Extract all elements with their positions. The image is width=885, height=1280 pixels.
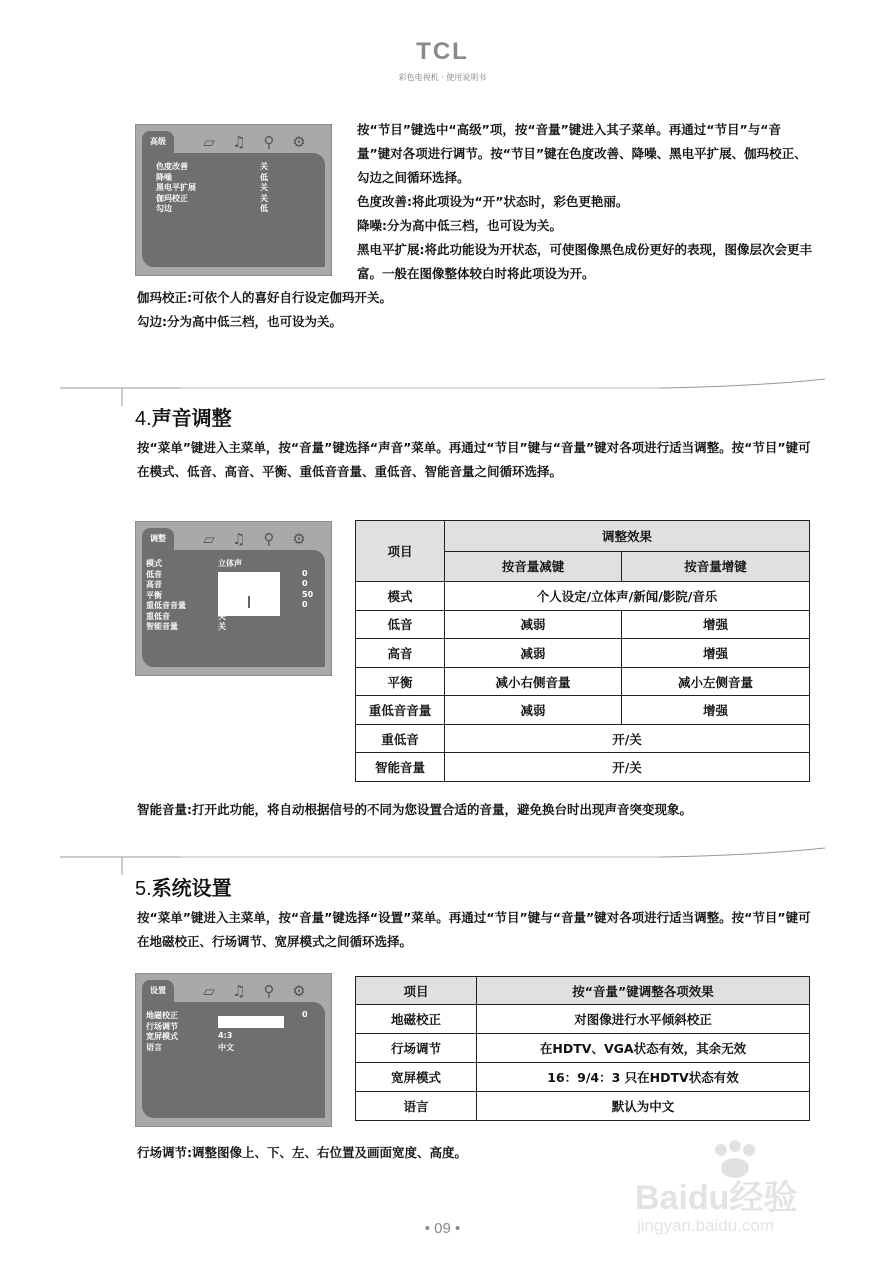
osd-tab-active: 高级 bbox=[142, 131, 174, 157]
osd-row-label: 地磁校正 bbox=[146, 1011, 178, 1020]
osd-row-label: 勾边 bbox=[156, 204, 172, 213]
osd-slider-mark bbox=[248, 596, 250, 608]
osd-row-label: 色度改善 bbox=[156, 162, 188, 171]
cell-decrease: 减弱 bbox=[445, 696, 622, 725]
cell-item: 低音 bbox=[356, 610, 445, 639]
music-note-icon: ♫ bbox=[232, 530, 246, 548]
header-subtitle: 彩色电视机 · 使用说明书 bbox=[398, 73, 487, 82]
item-label: 黑电平扩展: bbox=[357, 242, 425, 257]
cell-item: 宽屏模式 bbox=[356, 1063, 477, 1092]
section-number: 4. bbox=[135, 408, 152, 430]
osd-tab-bar bbox=[142, 528, 332, 550]
brand-logo: TCL bbox=[416, 38, 469, 65]
cell-effect: 开/关 bbox=[445, 753, 810, 782]
item-text: 分为高中低三档，也可设为关。 bbox=[167, 314, 343, 329]
note-label: 行场调节: bbox=[137, 1145, 192, 1160]
sound-effect-table bbox=[355, 520, 810, 782]
table-row bbox=[356, 582, 810, 611]
osd-row-label: 智能音量 bbox=[146, 622, 178, 631]
osd-row-label: 行场调节 bbox=[146, 1021, 178, 1031]
osd-row-value: 低 bbox=[260, 172, 268, 182]
osd-row-value: 关 bbox=[218, 622, 226, 631]
system-intro-text: 按“菜单”键进入主菜单，按“音量”键选择“设置”菜单。再通过“节目”键与“音量”键对各项进行适当调整。按“节目”键可在地磁校正、行场调节、宽屏模式之间循环选择。 bbox=[137, 910, 811, 949]
osd-tab-bar bbox=[142, 131, 332, 153]
cell-effect: 对图像进行水平倾斜校正 bbox=[477, 1005, 810, 1034]
cell-decrease: 减小右侧音量 bbox=[445, 667, 622, 696]
magnifier-icon: ⚲ bbox=[263, 982, 275, 1000]
osd-row-value: 立体声 bbox=[218, 559, 242, 568]
system-osd-menu bbox=[135, 973, 332, 1127]
osd-row-value: 4:3 bbox=[218, 1031, 233, 1040]
sound-note bbox=[137, 798, 812, 822]
sound-intro-text: 按“菜单”键进入主菜单，按“音量”键选择“声音”菜单。再通过“节目”键与“音量”键对各项进行适当调整。按“节目”键可在模式、低音、高音、平衡、重低音音量、重低音、智能音量之间循环选择。 bbox=[137, 440, 811, 479]
cell-item: 语言 bbox=[356, 1092, 477, 1121]
item-text: 分为高中低三档，也可设为关。 bbox=[387, 218, 563, 233]
item-text: 将此项设为“开”状态时，彩色更艳丽。 bbox=[412, 194, 629, 209]
table-row bbox=[356, 1034, 810, 1063]
osd-row-label: 低音 bbox=[146, 569, 162, 579]
cell-effect: 开/关 bbox=[445, 724, 810, 753]
osd-tab-bar bbox=[142, 980, 332, 1002]
picture-icon: ▱ bbox=[203, 133, 215, 151]
advanced-intro bbox=[357, 118, 812, 190]
osd-row-value: 0 bbox=[302, 579, 308, 588]
cell-item: 地磁校正 bbox=[356, 1005, 477, 1034]
table-row bbox=[356, 1063, 810, 1092]
osd-panel bbox=[142, 153, 325, 267]
cell-item: 重低音 bbox=[356, 724, 445, 753]
osd-row-value: 关 bbox=[218, 611, 226, 621]
osd-panel bbox=[142, 1002, 325, 1118]
system-effect-table bbox=[355, 976, 810, 1121]
magnifier-icon: ⚲ bbox=[263, 530, 275, 548]
osd-row-label: 伽玛校正 bbox=[156, 193, 188, 203]
item-label: 伽玛校正: bbox=[137, 290, 192, 305]
osd-row-value: 0 bbox=[302, 1010, 308, 1019]
th-increase: 按音量增键 bbox=[622, 551, 810, 582]
osd-row-label: 平衡 bbox=[146, 590, 162, 600]
table-row bbox=[356, 753, 810, 782]
th-item: 项目 bbox=[356, 977, 477, 1005]
cell-item: 行场调节 bbox=[356, 1034, 477, 1063]
osd-tab-active: 设置 bbox=[142, 980, 174, 1006]
osd-tab-active: 调整 bbox=[142, 528, 174, 554]
sound-osd-menu bbox=[135, 521, 332, 676]
osd-row-value: 50 bbox=[302, 589, 314, 599]
cell-item: 模式 bbox=[356, 582, 445, 611]
th-item: 项目 bbox=[356, 521, 445, 582]
table-row bbox=[356, 696, 810, 725]
th-effect: 按“音量”键调整各项效果 bbox=[477, 977, 810, 1005]
gear-icon: ⚙ bbox=[292, 530, 306, 548]
osd-row-value: > bbox=[218, 1020, 225, 1030]
picture-icon: ▱ bbox=[203, 530, 215, 548]
osd-panel bbox=[142, 550, 325, 667]
cell-effect: 默认为中文 bbox=[477, 1092, 810, 1121]
item-label: 降噪: bbox=[357, 218, 387, 233]
cell-increase: 减小左侧音量 bbox=[622, 667, 810, 696]
osd-slider-bar bbox=[218, 1016, 284, 1028]
section-title-text: 系统设置 bbox=[151, 876, 232, 900]
note-text: 打开此功能，将自动根据信号的不同为您设置合适的音量，避免换台时出现声音突变现象。 bbox=[192, 802, 693, 817]
osd-row-label: 模式 bbox=[146, 559, 162, 568]
magnifier-icon: ⚲ bbox=[263, 133, 275, 151]
cell-decrease: 减弱 bbox=[445, 610, 622, 639]
table-row bbox=[356, 1005, 810, 1034]
osd-row-label: 黑电平扩展 bbox=[156, 183, 196, 192]
section-number: 5. bbox=[135, 878, 152, 900]
cell-effect: 在HDTV、VGA状态有效，其余无效 bbox=[477, 1034, 810, 1063]
osd-row-value: 关 bbox=[260, 183, 268, 192]
item-label: 色度改善: bbox=[357, 194, 412, 209]
osd-row-label: 重低音 bbox=[146, 611, 170, 621]
osd-row-label: 降噪 bbox=[156, 172, 172, 182]
table-row bbox=[356, 610, 810, 639]
baidu-watermark bbox=[635, 1140, 855, 1240]
gear-icon: ⚙ bbox=[292, 133, 306, 151]
osd-row-value: 0 bbox=[302, 600, 308, 609]
sound-section-title bbox=[135, 402, 232, 431]
osd-row-value: 关 bbox=[260, 162, 268, 171]
cell-increase: 增强 bbox=[622, 696, 810, 725]
gear-icon: ⚙ bbox=[292, 982, 306, 1000]
item-label: 勾边: bbox=[137, 314, 167, 329]
cell-effect: 16：9/4：3 只在HDTV状态有效 bbox=[477, 1063, 810, 1092]
cell-increase: 增强 bbox=[622, 639, 810, 668]
th-effect: 调整效果 bbox=[445, 521, 810, 552]
advanced-item-gamma bbox=[137, 286, 812, 310]
osd-row-label: 高音 bbox=[146, 580, 162, 589]
item-text: 可依个人的喜好自行设定伽玛开关。 bbox=[192, 290, 393, 305]
section-title-text: 声音调整 bbox=[151, 406, 232, 430]
table-row bbox=[356, 1092, 810, 1121]
item-text: 将此功能设为开状态，可使图像黑色成份更好的表现，图像层次会更丰富。一般在图像整体较白时将此项设为开。 bbox=[357, 242, 813, 281]
music-note-icon: ♫ bbox=[232, 133, 246, 151]
osd-row-value: 中文 bbox=[218, 1042, 234, 1052]
advanced-intro-text: 按“节目”键选中“高级”项，按“音量”键进入其子菜单。再通过“节目”与“音量”键对各项进行调节。按“节目”键在色度改善、降噪、黑电平扩展、伽玛校正、勾边之间循环选择。 bbox=[357, 122, 807, 185]
osd-row-value: 0 bbox=[302, 568, 308, 578]
table-row bbox=[356, 667, 810, 696]
watermark-text: Baidu经验 bbox=[635, 1179, 798, 1217]
cell-item: 智能音量 bbox=[356, 753, 445, 782]
osd-row-label: 重低音音量 bbox=[146, 601, 186, 610]
cell-item: 平衡 bbox=[356, 667, 445, 696]
section-divider bbox=[60, 845, 830, 875]
cell-item: 高音 bbox=[356, 639, 445, 668]
advanced-item-noise bbox=[357, 214, 812, 238]
cell-item: 重低音音量 bbox=[356, 696, 445, 725]
th-decrease: 按音量减键 bbox=[445, 551, 622, 582]
osd-row-label: 宽屏模式 bbox=[146, 1032, 178, 1041]
osd-row-value: 低 bbox=[260, 204, 268, 213]
osd-row-label: 语言 bbox=[146, 1042, 162, 1052]
cell-decrease: 减弱 bbox=[445, 639, 622, 668]
cell-increase: 增强 bbox=[622, 610, 810, 639]
system-section-title bbox=[135, 872, 232, 901]
advanced-item-black-level bbox=[357, 238, 812, 286]
page-number: • 09 • bbox=[424, 1220, 461, 1237]
system-intro bbox=[137, 906, 812, 954]
picture-icon: ▱ bbox=[203, 982, 215, 1000]
music-note-icon: ♫ bbox=[232, 982, 246, 1000]
osd-row-value: 关 bbox=[260, 193, 268, 203]
sound-intro bbox=[137, 436, 812, 484]
table-row bbox=[356, 639, 810, 668]
advanced-item-chroma bbox=[357, 190, 812, 214]
watermark-url: jingyan.baidu.com bbox=[637, 1216, 775, 1235]
cell-effect: 个人设定/立体声/新闻/影院/音乐 bbox=[445, 582, 810, 611]
note-label: 智能音量: bbox=[137, 802, 192, 817]
osd-slider-box bbox=[218, 572, 280, 616]
advanced-osd-menu bbox=[135, 124, 332, 276]
note-text: 调整图像上、下、左、右位置及画面宽度、高度。 bbox=[192, 1145, 468, 1160]
table-row bbox=[356, 724, 810, 753]
advanced-item-edge bbox=[137, 310, 812, 334]
